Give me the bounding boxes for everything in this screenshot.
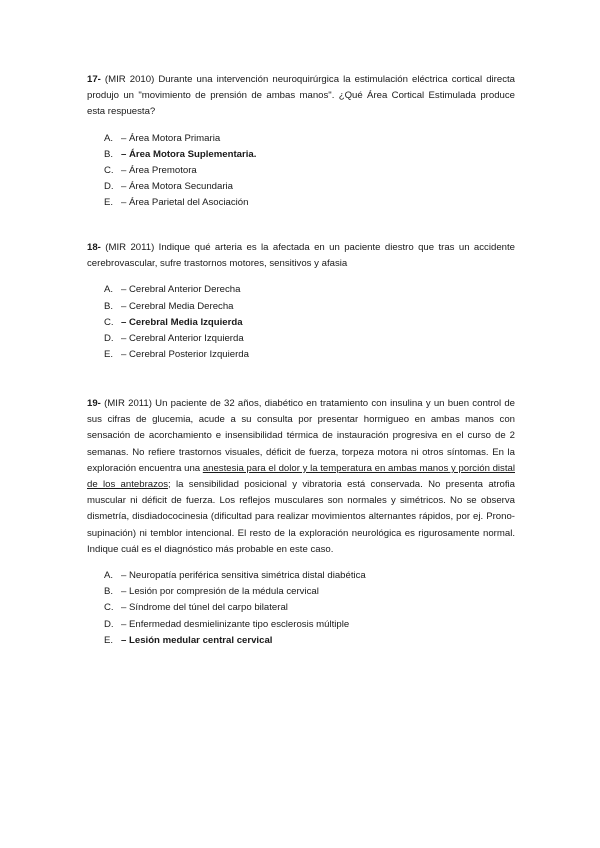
answer-option: [87, 617, 515, 633]
option-text: – Área Motora Primaria: [121, 132, 221, 144]
answer-option: [87, 195, 515, 211]
option-text: – Área Premotora: [121, 165, 197, 177]
question-stem: [87, 72, 515, 121]
option-text: – Cerebral Anterior Derecha: [121, 284, 241, 296]
question-19: [87, 396, 515, 649]
option-text: – Cerebral Media Izquierda: [121, 316, 243, 328]
question-text-before: (MIR 2011) Un paciente de 32 años, diabético en tratamiento con insulina y un buen control de sus cifras de glucemia, acude a su consulta por presentar hormigueo en ambas manos con sensación de acorchamiento e insensibilidad térmica de instauración progresiva en el curso de 2 semanas. No refiere trastornos visuales, déficit de fuerza, torpeza motora ni otros síntomas. En la exploración encuentra una: [87, 398, 515, 474]
option-letter: A.: [104, 132, 114, 144]
answer-option: [87, 299, 515, 315]
question-text: (MIR 2010) Durante una intervención neuroquirúrgica la estimulación eléctrica cortical directa produjo un "movimiento de prensión de ambas manos". ¿Qué Área Cortical Estimulada produce esta respuesta?: [87, 74, 515, 118]
option-text: – Área Motora Suplementaria.: [121, 148, 257, 160]
option-text: – Cerebral Media Derecha: [121, 300, 234, 312]
option-letter: C.: [104, 602, 114, 614]
option-letter: B.: [104, 586, 114, 598]
option-letter: B.: [104, 300, 114, 312]
option-letter: C.: [104, 316, 114, 328]
option-text: – Síndrome del túnel del carpo bilateral: [121, 602, 288, 614]
option-text: – Lesión medular central cervical: [121, 634, 273, 646]
answer-option: [87, 600, 515, 616]
option-letter: A.: [104, 284, 114, 296]
option-text: – Área Parietal del Asociación: [121, 197, 249, 209]
option-text: – Lesión por compresión de la médula cervical: [121, 586, 319, 598]
answer-option: [87, 131, 515, 147]
question-number: 17-: [87, 74, 101, 85]
answer-options: [87, 131, 515, 212]
answer-option: [87, 568, 515, 584]
option-letter: E.: [104, 634, 114, 646]
option-text: – Neuropatía periférica sensitiva simétrica distal diabética: [121, 570, 366, 582]
option-letter: E.: [104, 349, 114, 361]
answer-option-correct: [87, 315, 515, 331]
answer-options: [87, 282, 515, 363]
question-text: (MIR 2011) Indique qué arteria es la afectada en un paciente diestro que tras un accidente cerebrovascular, sufre trastornos motores, sensitivos y afasia: [87, 242, 515, 270]
answer-option-correct: [87, 633, 515, 649]
question-text-underlined: anestesia para el dolor y la temperatura en ambas manos y porción distal de los antebrazos: [87, 462, 515, 491]
answer-option: [87, 347, 515, 363]
answer-options: [87, 568, 515, 649]
option-text: – Enfermedad desmielinizante tipo esclerosis múltiple: [121, 618, 350, 630]
option-letter: D.: [104, 618, 114, 630]
option-text: – Área Motora Secundaria: [121, 181, 233, 193]
answer-option-correct: [87, 147, 515, 163]
option-text: – Cerebral Posterior Izquierda: [121, 349, 249, 361]
option-letter: C.: [104, 165, 114, 177]
answer-option: [87, 163, 515, 179]
option-letter: E.: [104, 197, 114, 209]
option-letter: D.: [104, 181, 114, 193]
answer-option: [87, 179, 515, 195]
option-text: – Cerebral Anterior Izquierda: [121, 333, 244, 345]
answer-option: [87, 584, 515, 600]
option-letter: A.: [104, 570, 114, 582]
question-number: 18-: [87, 242, 101, 253]
question-stem: [87, 240, 515, 272]
answer-option: [87, 331, 515, 347]
question-text-after: ; la sensibilidad posicional y vibratoria está conservada. No presenta atrofia muscular ni déficit de fuerza. Los reflejos musculares son normales y simétricos. No se observa dismetría, disdiadococinesia (dificultad para realizar movimientos alternantes rápidos, por ej. Prono-supinación) ni temblor intencional. El resto de la exploración neurológica es rigurosamente normal. Indique cuál es el diagnóstico más probable en este caso.: [87, 479, 515, 555]
question-17: [87, 72, 515, 212]
option-letter: D.: [104, 333, 114, 345]
question-18: [87, 240, 515, 363]
option-letter: B.: [104, 148, 114, 160]
question-stem: [87, 396, 515, 558]
answer-option: [87, 282, 515, 298]
question-number: 19-: [87, 398, 101, 409]
